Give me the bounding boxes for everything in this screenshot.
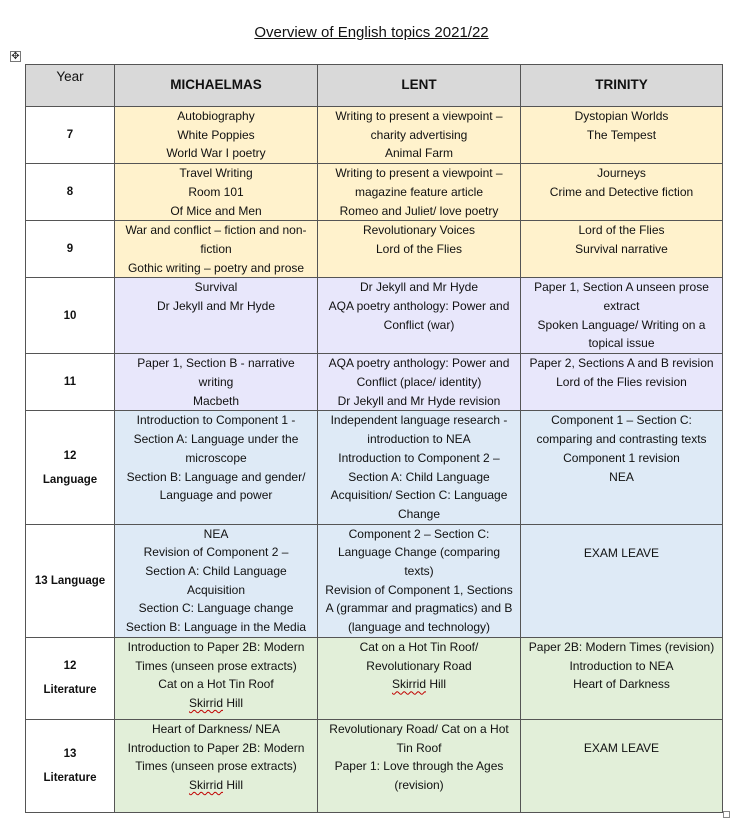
cell-trinity xyxy=(521,107,723,164)
header-lent: LENT xyxy=(318,65,521,107)
michaelmas-line: Survival xyxy=(194,280,238,295)
michaelmas-line: writing xyxy=(198,375,234,390)
cell-year xyxy=(26,221,115,278)
cell-lent xyxy=(318,524,521,637)
cell-trinity xyxy=(521,354,723,411)
lent-line: Independent language research - xyxy=(330,413,508,428)
trinity-line: Survival narrative xyxy=(575,241,668,256)
table-row xyxy=(26,524,723,637)
year-line: 13 Language xyxy=(34,574,106,587)
michaelmas-line: Acquisition xyxy=(186,582,246,597)
header-year: Year xyxy=(26,65,115,107)
cell-year xyxy=(26,411,115,524)
michaelmas-line: NEA xyxy=(203,526,229,541)
lent-line: Animal Farm xyxy=(384,146,453,161)
michaelmas-line: Autobiography xyxy=(177,109,255,123)
cell-lent xyxy=(318,411,521,524)
michaelmas-line: Section A: Child Language xyxy=(145,564,287,579)
table-resize-handle[interactable] xyxy=(723,811,730,818)
michaelmas-line: Of Mice and Men xyxy=(170,203,262,218)
year-line: 10 xyxy=(63,309,77,322)
trinity-line: extract xyxy=(603,299,640,314)
lent-line: Introduction to Component 2 – xyxy=(338,450,500,465)
year-line: 12 xyxy=(63,449,77,462)
cell-michaelmas xyxy=(115,164,318,221)
michaelmas-line: Skirrid Hill xyxy=(188,695,243,710)
cell-lent xyxy=(318,107,521,164)
lent-line: Revolutionary Voices xyxy=(362,223,476,238)
table-row xyxy=(26,354,723,411)
michaelmas-line: Revision of Component 2 – xyxy=(143,545,289,560)
michaelmas-line: microscope xyxy=(185,450,247,465)
lent-line: Tin Roof xyxy=(396,740,442,755)
trinity-line: Paper 1, Section A unseen prose xyxy=(534,280,709,295)
cell-michaelmas xyxy=(115,354,318,411)
lent-line: Change xyxy=(397,506,441,521)
trinity-line: EXAM LEAVE xyxy=(583,545,660,560)
table-move-handle-icon[interactable]: ✥ xyxy=(11,51,20,62)
trinity-line: Lord of the Flies xyxy=(578,223,665,238)
cell-michaelmas xyxy=(115,221,318,278)
cell-michaelmas xyxy=(115,411,318,524)
lent-line: Writing to present a viewpoint – xyxy=(335,109,503,123)
michaelmas-line: Dr Jekyll and Mr Hyde xyxy=(156,299,276,314)
lent-line: Revision of Component 1, Sections xyxy=(325,582,513,597)
year-line: 9 xyxy=(66,243,74,256)
lent-line: (revision) xyxy=(394,777,444,792)
lent-line: Skirrid Hill xyxy=(391,677,446,692)
year-line: 13 xyxy=(63,747,77,760)
trinity-line: Journeys xyxy=(597,166,646,181)
michaelmas-line: Heart of Darkness/ NEA xyxy=(151,721,281,736)
table-row xyxy=(26,411,723,524)
trinity-line: Crime and Detective fiction xyxy=(549,184,694,199)
cell-year xyxy=(26,354,115,411)
cell-michaelmas xyxy=(115,107,318,164)
michaelmas-line: Section A: Language under the xyxy=(133,432,299,447)
lent-line: Romeo and Juliet/ love poetry xyxy=(339,203,499,218)
michaelmas-line: Paper 1, Section B - narrative xyxy=(137,356,295,371)
michaelmas-line: Room 101 xyxy=(188,184,244,199)
trinity-line: topical issue xyxy=(588,336,655,351)
trinity-line: Dystopian Worlds xyxy=(574,109,669,123)
lent-line: AQA poetry anthology: Power and xyxy=(328,356,510,371)
header-trinity: TRINITY xyxy=(521,65,723,107)
cell-year xyxy=(26,524,115,637)
michaelmas-line: Section B: Language in the Media xyxy=(125,620,307,635)
cell-trinity xyxy=(521,524,723,637)
lent-line: (language and technology) xyxy=(347,620,491,635)
lent-line: Paper 1: Love through the Ages xyxy=(334,759,504,774)
lent-line: charity advertising xyxy=(370,127,468,142)
lent-line: AQA poetry anthology: Power and xyxy=(328,299,510,314)
lent-line: Revolutionary Road xyxy=(366,658,472,673)
michaelmas-line: Introduction to Component 1 - xyxy=(136,413,296,428)
topics-table xyxy=(25,64,723,813)
lent-line: Cat on a Hot Tin Roof/ xyxy=(359,639,479,654)
cell-lent xyxy=(318,278,521,354)
michaelmas-line: World War I poetry xyxy=(166,146,266,161)
cell-year xyxy=(26,164,115,221)
michaelmas-line: Times (unseen prose extracts) xyxy=(135,759,297,774)
document-title: Overview of English topics 2021/22 xyxy=(254,24,489,41)
michaelmas-line: Skirrid Hill xyxy=(188,777,243,792)
cell-year xyxy=(26,278,115,354)
year-line: 11 xyxy=(63,376,77,389)
cell-trinity xyxy=(521,278,723,354)
trinity-line: Introduction to NEA xyxy=(569,658,674,673)
michaelmas-line: Macbeth xyxy=(192,393,240,408)
michaelmas-line: Cat on a Hot Tin Roof xyxy=(158,677,274,692)
cell-trinity xyxy=(521,719,723,812)
cell-michaelmas xyxy=(115,637,318,719)
header-row xyxy=(26,65,723,107)
trinity-line: Heart of Darkness xyxy=(573,677,670,692)
lent-line: Writing to present a viewpoint – xyxy=(335,166,503,181)
trinity-line: NEA xyxy=(609,469,634,484)
cell-year xyxy=(26,637,115,719)
trinity-line: Component 1 revision xyxy=(563,450,680,465)
trinity-line: EXAM LEAVE xyxy=(583,740,660,755)
cell-lent xyxy=(318,164,521,221)
year-line: 8 xyxy=(66,186,74,199)
cell-trinity xyxy=(521,221,723,278)
trinity-line: Paper 2, Sections A and B revision xyxy=(529,356,714,371)
lent-line: Revolutionary Road/ Cat on a Hot xyxy=(329,721,509,736)
cell-michaelmas xyxy=(115,524,318,637)
trinity-line: Component 1 – Section C: xyxy=(551,413,692,428)
michaelmas-line: White Poppies xyxy=(177,127,255,142)
year-line: 12 xyxy=(63,660,77,673)
cell-lent xyxy=(318,221,521,278)
cell-lent xyxy=(318,354,521,411)
cell-michaelmas xyxy=(115,278,318,354)
cell-lent xyxy=(318,719,521,812)
michaelmas-line: Times (unseen prose extracts) xyxy=(135,658,297,673)
lent-line: introduction to NEA xyxy=(367,432,471,447)
michaelmas-line: Introduction to Paper 2B: Modern xyxy=(127,740,305,755)
cell-lent xyxy=(318,637,521,719)
year-line: Literature xyxy=(43,684,97,697)
table-row xyxy=(26,164,723,221)
table-row xyxy=(26,221,723,278)
michaelmas-line: Introduction to Paper 2B: Modern xyxy=(127,639,305,654)
lent-line: magazine feature article xyxy=(354,184,484,199)
lent-line: Language Change (comparing xyxy=(337,545,501,560)
lent-line: texts) xyxy=(404,564,434,579)
michaelmas-line: Gothic writing – poetry and prose xyxy=(127,260,305,275)
lent-line: A (grammar and pragmatics) and B xyxy=(325,601,513,616)
cell-year xyxy=(26,719,115,812)
lent-line: Conflict (war) xyxy=(383,317,455,332)
lent-line: Component 2 – Section C: xyxy=(348,526,490,541)
trinity-line: Lord of the Flies revision xyxy=(556,375,687,390)
michaelmas-line: Section C: Language change xyxy=(138,601,294,616)
michaelmas-line: War and conflict – fiction and non- xyxy=(125,223,307,238)
michaelmas-line: Language and power xyxy=(159,488,273,503)
michaelmas-line: Section B: Language and gender/ xyxy=(126,469,306,484)
year-line: 7 xyxy=(66,129,74,142)
year-line: Literature xyxy=(43,771,97,784)
lent-line: Dr Jekyll and Mr Hyde revision xyxy=(337,393,501,408)
michaelmas-line: Travel Writing xyxy=(179,166,253,181)
lent-line: Dr Jekyll and Mr Hyde xyxy=(359,280,479,295)
table-row xyxy=(26,278,723,354)
header-michaelmas: MICHAELMAS xyxy=(115,65,318,107)
trinity-line: Spoken Language/ Writing on a xyxy=(537,317,706,332)
trinity-line: The Tempest xyxy=(586,127,657,142)
cell-year xyxy=(26,107,115,164)
cell-michaelmas xyxy=(115,719,318,812)
year-line: Language xyxy=(42,473,98,486)
lent-line: Section A: Child Language xyxy=(348,469,490,484)
cell-trinity xyxy=(521,637,723,719)
cell-trinity xyxy=(521,164,723,221)
lent-line: Acquisition/ Section C: Language xyxy=(330,488,508,503)
table-row xyxy=(26,637,723,719)
lent-line: Lord of the Flies xyxy=(375,241,463,256)
trinity-line: Paper 2B: Modern Times (revision) xyxy=(528,639,715,654)
table-row xyxy=(26,107,723,164)
lent-line: Conflict (place/ identity) xyxy=(356,375,482,390)
table-row xyxy=(26,719,723,812)
trinity-line: comparing and contrasting texts xyxy=(536,432,707,447)
cell-trinity xyxy=(521,411,723,524)
michaelmas-line: fiction xyxy=(200,241,232,256)
